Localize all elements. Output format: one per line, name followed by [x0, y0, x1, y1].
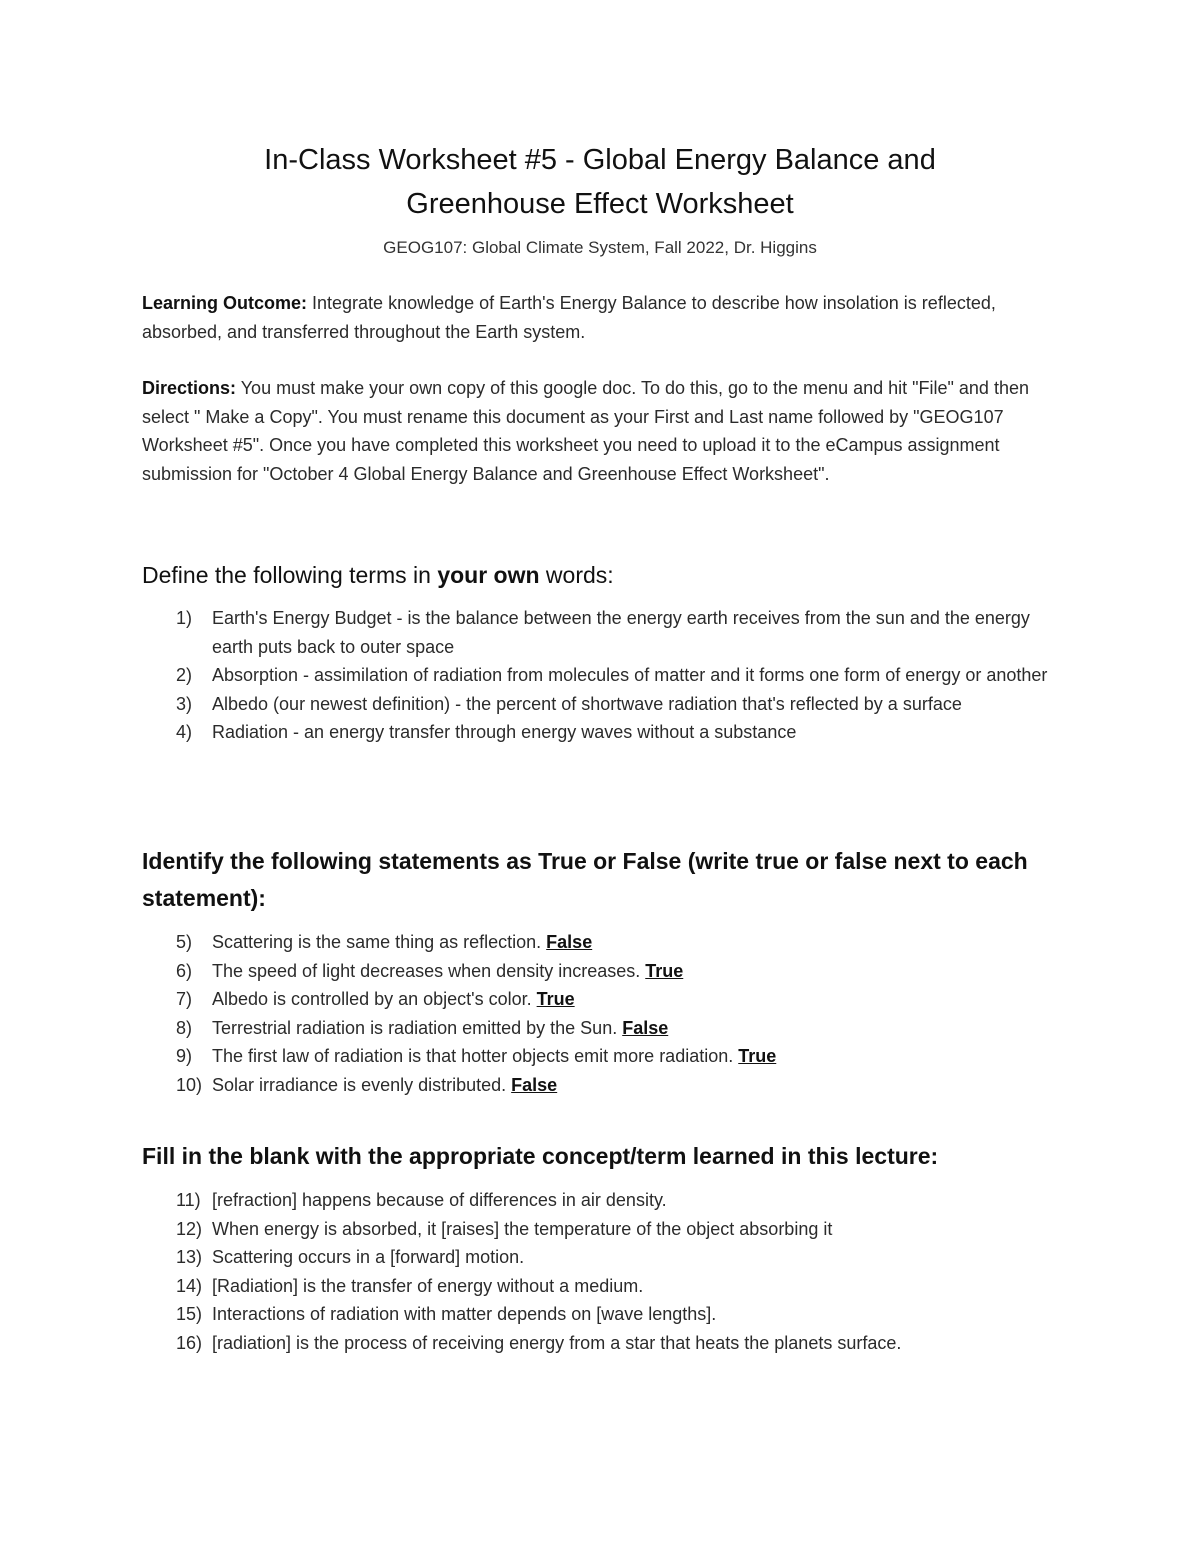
learning-outcome-text: Integrate knowledge of Earth's Energy Balance to describe how insolation is reflected, absorbed, and transferred throughout the Earth system. [142, 293, 996, 342]
list-item [142, 661, 1062, 690]
item-text: [refraction] happens because of differences in air density. [212, 1190, 667, 1210]
item-number: 3) [176, 693, 193, 714]
title-line-2: Greenhouse Effect Worksheet [406, 188, 794, 220]
item-number: 9) [176, 1046, 193, 1066]
item-text: Terrestrial radiation is radiation emitted by the Sun. [212, 1017, 623, 1038]
list-item [142, 1329, 1062, 1358]
item-text: Solar irradiance is evenly distributed. [212, 1074, 512, 1095]
item-number: 14) [176, 1275, 203, 1296]
answer: True [645, 960, 684, 981]
item-text: Scattering is the same thing as reflection. [212, 932, 547, 952]
list-item [142, 1215, 1062, 1244]
item-text: Radiation - an energy transfer through energy waves without a substance [212, 722, 797, 742]
true-false-heading: Identify the following statements as True or False (write true or false next to each statement): [142, 848, 1028, 911]
item-number: 16) [176, 1332, 203, 1353]
document-title [142, 138, 1058, 226]
fill-blank-list [142, 1186, 1062, 1357]
answer: False [511, 1074, 558, 1095]
list-item [142, 1300, 1062, 1329]
list-item [142, 604, 1062, 661]
true-false-list [142, 928, 1062, 1099]
directions [142, 374, 1062, 488]
item-text: Albedo (our newest definition) - the percent of shortwave radiation that's reflected by a surface [212, 693, 962, 714]
list-item [142, 928, 1062, 957]
item-number: 15) [176, 1304, 203, 1324]
item-text: Albedo is controlled by an object's color. [212, 989, 537, 1009]
list-item [142, 957, 1062, 986]
define-heading-emphasis: your own [437, 562, 540, 588]
item-text: [radiation] is the process of receiving energy from a star that heats the planets surface. [212, 1332, 902, 1353]
item-text: When energy is absorbed, it [raises] the temperature of the object absorbing it [212, 1218, 833, 1239]
list-item [142, 1186, 1062, 1215]
fill-blank-heading: Fill in the blank with the appropriate concept/term learned in this lecture: [142, 1143, 939, 1169]
item-text: Scattering occurs in a [forward] motion. [212, 1247, 525, 1267]
define-list [142, 604, 1062, 747]
item-number: 11) [176, 1190, 201, 1210]
title-line-1: In-Class Worksheet #5 - Global Energy Balance and [264, 144, 936, 176]
answer: False [546, 932, 593, 952]
item-text: Absorption - assimilation of radiation from molecules of matter and it forms one form of energy or another [212, 665, 1048, 685]
item-number: 5) [176, 932, 193, 952]
directions-text: You must make your own copy of this google doc. To do this, go to the menu and hit "File" and then select " Make a Copy". You must rename this document as your First and Last name followed by "GEOG107 Worksheet #5". Once you have completed this worksheet you need to upload it to the eCampus assignment submission for "October 4 Global Energy Balance and Greenhouse Effect Worksheet". [142, 378, 1029, 484]
item-number: 6) [176, 960, 193, 981]
item-number: 7) [176, 989, 193, 1009]
item-number: 1) [176, 608, 193, 628]
answer: False [622, 1017, 669, 1038]
item-text: [Radiation] is the transfer of energy without a medium. [212, 1275, 644, 1296]
item-number: 12) [176, 1218, 203, 1239]
define-heading [142, 557, 1062, 594]
item-text: Interactions of radiation with matter depends on [wave lengths]. [212, 1304, 717, 1324]
answer: True [536, 989, 575, 1009]
list-item [142, 1272, 1062, 1301]
item-number: 4) [176, 722, 193, 742]
list-item [142, 1243, 1062, 1272]
learning-outcome-label: Learning Outcome: [142, 293, 308, 313]
item-text: The first law of radiation is that hotter objects emit more radiation. [212, 1046, 739, 1066]
list-item [142, 985, 1062, 1014]
item-number: 2) [176, 665, 193, 685]
item-number: 13) [176, 1247, 203, 1267]
list-item [142, 1042, 1062, 1071]
list-item [142, 718, 1062, 747]
item-text: Earth's Energy Budget - is the balance between the energy earth receives from the sun and the energy earth puts back to outer space [212, 608, 1030, 657]
list-item [142, 690, 1062, 719]
define-heading-post: words: [539, 562, 614, 588]
item-number: 8) [176, 1017, 193, 1038]
define-heading-pre: Define the following terms in [142, 562, 438, 588]
list-item [142, 1014, 1062, 1043]
directions-label: Directions: [142, 378, 237, 398]
item-text: The speed of light decreases when density increases. [212, 960, 646, 981]
answer: True [738, 1046, 777, 1066]
course-subtitle: GEOG107: Global Climate System, Fall 2022, Dr. Higgins [383, 238, 817, 257]
item-number: 10) [176, 1074, 203, 1095]
list-item [142, 1071, 1062, 1100]
learning-outcome [142, 289, 1062, 346]
